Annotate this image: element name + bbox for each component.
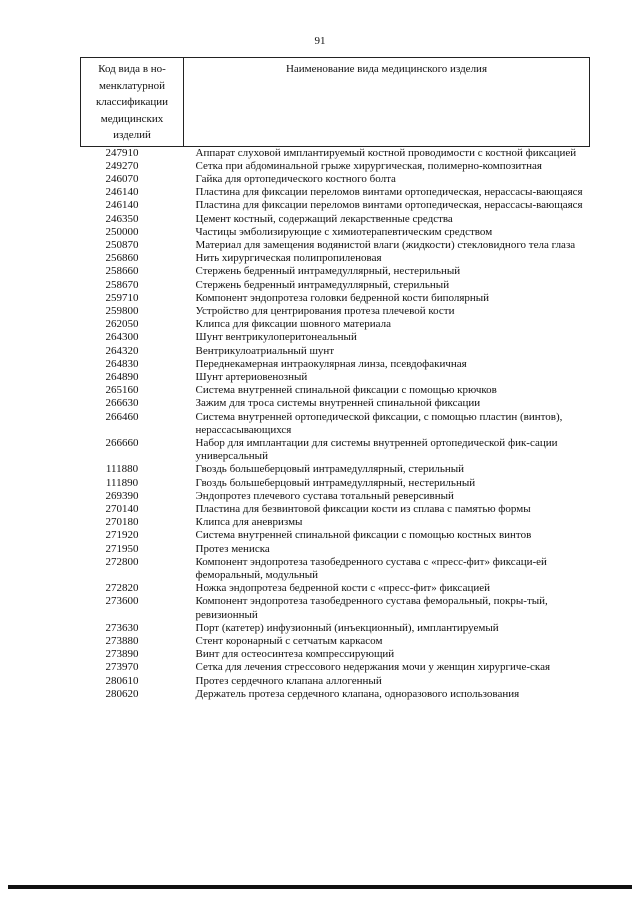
table-row: [81, 543, 590, 556]
table-row: [81, 358, 590, 371]
table-row: [81, 648, 590, 661]
device-code: 264320: [105, 344, 139, 357]
device-code: 262050: [105, 318, 139, 331]
device-code: 258660: [105, 265, 139, 278]
device-code: 246070: [105, 172, 139, 185]
table-row: [81, 186, 590, 199]
device-code: 280610: [105, 674, 139, 687]
table-row: [81, 635, 590, 648]
table-body: [81, 146, 590, 701]
table-row: [81, 688, 590, 701]
device-code: 269390: [105, 489, 139, 502]
page-number: 91: [314, 35, 326, 47]
device-name: Пластина для фиксации переломов винтами ортопедическая, нерассасы-вающаяся: [195, 199, 583, 212]
device-name: Эндопротез плечевого сустава тотальный реверсивный: [195, 489, 454, 502]
device-name: Гайка для ортопедического костного болта: [195, 172, 396, 185]
device-code: 270180: [105, 516, 139, 529]
device-code: 272820: [105, 582, 139, 595]
device-name: Сетка при абдоминальной грыже хирургическая, полимерно-композитная: [195, 159, 542, 172]
device-name: Протез мениска: [195, 542, 270, 555]
device-name: Зажим для троса системы внутренней спинальной фиксации: [195, 397, 481, 410]
device-name: Шунт артериовенозный: [195, 370, 308, 383]
table-row: [81, 305, 590, 318]
device-code: 273970: [105, 661, 139, 674]
table-row: [81, 490, 590, 503]
device-name: Сетка для лечения стрессового недержания мочи у женщин хирургиче-ская: [195, 661, 551, 674]
table-row: [81, 595, 590, 621]
table-row: [81, 292, 590, 305]
device-code: 247910: [105, 146, 139, 159]
table-row: [81, 160, 590, 173]
device-code: 264890: [105, 370, 139, 383]
device-name: Система внутренней ортопедической фиксации, с помощью пластин (винтов), нерассасывающихся: [195, 410, 563, 436]
device-name: Пластина для фиксации переломов винтами ортопедическая, нерассасы-вающаяся: [195, 186, 583, 199]
device-code: 111880: [105, 463, 139, 476]
device-name: Компонент эндопротеза головки бедренной кости биполярный: [195, 291, 490, 304]
table-row: [81, 675, 590, 688]
table-row: [81, 213, 590, 226]
table-row: [81, 661, 590, 674]
device-name: Вентрикулоатриальный шунт: [195, 344, 335, 357]
table-row: [81, 279, 590, 292]
device-name: Пластина для безвинтовой фиксации кости из сплава с памятью формы: [195, 502, 531, 515]
device-code: 273630: [105, 621, 139, 634]
table-header-row: [81, 58, 590, 147]
device-name: Система внутренней спинальной фиксации с помощью крючков: [195, 384, 497, 397]
device-code: 266630: [105, 397, 139, 410]
table-row: [81, 226, 590, 239]
device-code: 258670: [105, 278, 139, 291]
table-row: [81, 397, 590, 410]
table-row: [81, 331, 590, 344]
device-name: Стержень бедренный интрамедуллярный, нестерильный: [195, 265, 461, 278]
table-row: [81, 516, 590, 529]
device-name: Шунт вентрикулоперитонеальный: [195, 331, 357, 344]
table-row: [81, 437, 590, 463]
table-row: [81, 529, 590, 542]
device-name: Гвоздь большеберцовый интрамедуллярный, стерильный: [195, 463, 465, 476]
table-row: [81, 477, 590, 490]
device-code: 280620: [105, 687, 139, 700]
device-code: 246140: [105, 199, 139, 212]
device-name: Ножка эндопротеза бедренной кости с «пресс-фит» фиксацией: [195, 582, 490, 595]
device-name: Компонент эндопротеза тазобедренного сустава с «пресс-фит» фиксаци-ей феморальный, модульный: [195, 555, 547, 581]
device-name: Набор для имплантации для системы внутренней ортопедической фик-сации универсальный: [195, 436, 558, 463]
table-row: [81, 582, 590, 595]
device-code: 266460: [105, 410, 139, 423]
device-name: Клипса для фиксации шовного материала: [195, 318, 391, 331]
table-row: [81, 503, 590, 516]
device-code: 246140: [105, 186, 139, 199]
device-code: 273880: [105, 635, 139, 648]
device-code: 264300: [105, 331, 139, 344]
table-row: [81, 265, 590, 278]
table-row: [81, 371, 590, 384]
device-code: 264830: [105, 357, 139, 370]
device-name: Стент коронарный с сетчатым каркасом: [195, 635, 383, 648]
device-code: 246350: [105, 212, 139, 225]
table-row: [81, 252, 590, 265]
device-code: 273890: [105, 648, 139, 661]
device-name: Материал для замещения водянистой влаги (жидкости) стекловидного тела глаза: [195, 238, 576, 251]
device-code: 111890: [105, 476, 139, 489]
device-name: Частицы эмболизирующие с химиотерапевтическим средством: [195, 225, 493, 238]
device-code: 256860: [105, 252, 139, 265]
device-name: Порт (катетер) инфузионный (инъекционный), имплантируемый: [195, 621, 499, 634]
table-row: [81, 199, 590, 212]
device-code: 270140: [105, 502, 139, 515]
device-code: 250000: [105, 225, 139, 238]
code-column-header: Код вида в но-менклатурной классификации медицинских изделий: [81, 58, 184, 147]
device-name: Аппарат слуховой имплантируемый костной проводимости с костной фиксацией: [195, 146, 577, 159]
device-name: Система внутренней спинальной фиксации с помощью костных винтов: [195, 529, 532, 542]
device-code: 250870: [105, 238, 139, 251]
device-code: 266660: [105, 436, 139, 449]
bottom-rule: [8, 885, 632, 889]
table-row: [81, 239, 590, 252]
table-row: [81, 146, 590, 160]
device-name: Компонент эндопротеза тазобедренного сустава феморальный, покры-тый, ревизионный: [195, 595, 548, 621]
device-table: [80, 57, 590, 701]
device-code: 271920: [105, 529, 139, 542]
device-name: Переднекамерная интраокулярная линза, псевдофакичная: [195, 357, 467, 370]
table-row: [81, 173, 590, 186]
device-code: 271950: [105, 542, 139, 555]
device-code: 265160: [105, 384, 139, 397]
device-name: Винт для остеосинтеза компрессирующий: [195, 648, 395, 661]
device-code: 249270: [105, 159, 139, 172]
device-code: 259800: [105, 304, 139, 317]
name-column-header: Наименование вида медицинского изделия: [184, 58, 590, 147]
device-name: Гвоздь большеберцовый интрамедуллярный, нестерильный: [195, 476, 476, 489]
device-code: 273600: [105, 595, 139, 608]
table-row: [81, 318, 590, 331]
table-row: [81, 622, 590, 635]
device-name: Нить хирургическая полипропиленовая: [195, 252, 382, 265]
device-name: Стержень бедренный интрамедуллярный, стерильный: [195, 278, 450, 291]
table-row: [81, 556, 590, 582]
table-row: [81, 384, 590, 397]
table-row: [81, 411, 590, 437]
device-name: Протез сердечного клапана аллогенный: [195, 674, 382, 687]
device-code: 272800: [105, 555, 139, 568]
device-code: 259710: [105, 291, 139, 304]
device-name: Цемент костный, содержащий лекарственные средства: [195, 212, 453, 225]
device-name: Устройство для центрирования протеза плечевой кости: [195, 304, 455, 317]
table-row: [81, 345, 590, 358]
table-row: [81, 463, 590, 476]
device-name: Держатель протеза сердечного клапана, одноразового использования: [195, 687, 520, 700]
device-name: Клипса для аневризмы: [195, 516, 303, 529]
